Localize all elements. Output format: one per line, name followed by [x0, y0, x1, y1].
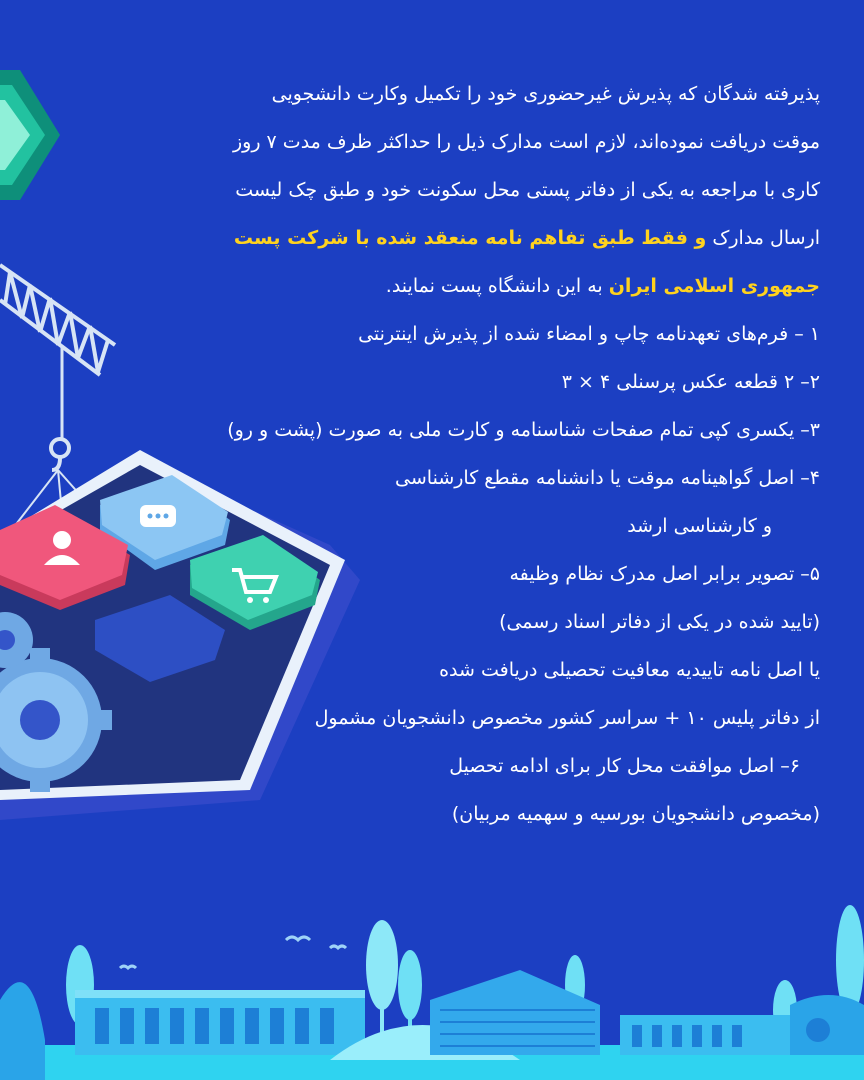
city-skyline	[0, 905, 864, 1080]
list-item-6: ۶– اصل موافقت محل کار برای ادامه تحصیل	[449, 755, 800, 777]
highlight-text: و فقط طبق تفاهم نامه منعقد شده با شرکت پست	[233, 227, 707, 249]
list-item-1: ۱ – فرم‌های تعهدنامه چاپ و امضاء شده از پذیرش اینترنتی	[358, 323, 820, 345]
highlight-text-2: جمهوری اسلامی ایران	[608, 275, 820, 297]
intro-line-4-text: ارسال مدارک	[706, 227, 820, 249]
intro-line-3: کاری با مراجعه به یکی از دفاتر پستی محل سکونت خود و طبق چک لیست	[235, 179, 820, 201]
list-item-4: ۴– اصل گواهینامه موقت یا دانشنامه مقطع کارشناسی	[395, 467, 820, 489]
chevron-arrows-icon	[0, 70, 60, 200]
list-item-5-cont-3: از دفاتر پلیس ۱۰ + سراسر کشور مخصوص دانشجویان مشمول	[314, 707, 820, 729]
list-item-4-cont: و کارشناسی ارشد	[627, 515, 772, 537]
list-item-5: ۵– تصویر برابر اصل مدرک نظام وظیفه	[509, 563, 820, 585]
requirements-text	[80, 70, 820, 838]
birds-icon	[120, 937, 346, 968]
intro-line-2: موقت دریافت نموده‌اند، لازم است مدارک ذیل را حداکثر ظرف مدت ۷ روز	[232, 131, 820, 153]
intro-line-1: پذیرفته شدگان که پذیرش غیرحضوری خود را تکمیل وکارت دانشجویی	[271, 83, 820, 105]
list-item-2: ۲– ۲ قطعه عکس پرسنلی ۴ × ۳	[561, 371, 820, 393]
intro-line-5	[80, 262, 820, 310]
list-item-5-cont-2: یا اصل نامه تاییدیه معافیت تحصیلی دریافت شده	[439, 659, 820, 681]
list-item-6-cont: (مخصوص دانشجویان بورسیه و سهمیه مربیان)	[451, 803, 820, 825]
list-item-5-cont-1: (تایید شده در یکی از دفاتر اسناد رسمی)	[499, 611, 820, 633]
list-item-3: ۳– یکسری کپی تمام صفحات شناسنامه و کارت ملی به صورت (پشت و رو)	[227, 419, 820, 441]
intro-line-4	[80, 214, 820, 262]
intro-line-5-text: به این دانشگاه پست نمایند.	[385, 275, 609, 297]
